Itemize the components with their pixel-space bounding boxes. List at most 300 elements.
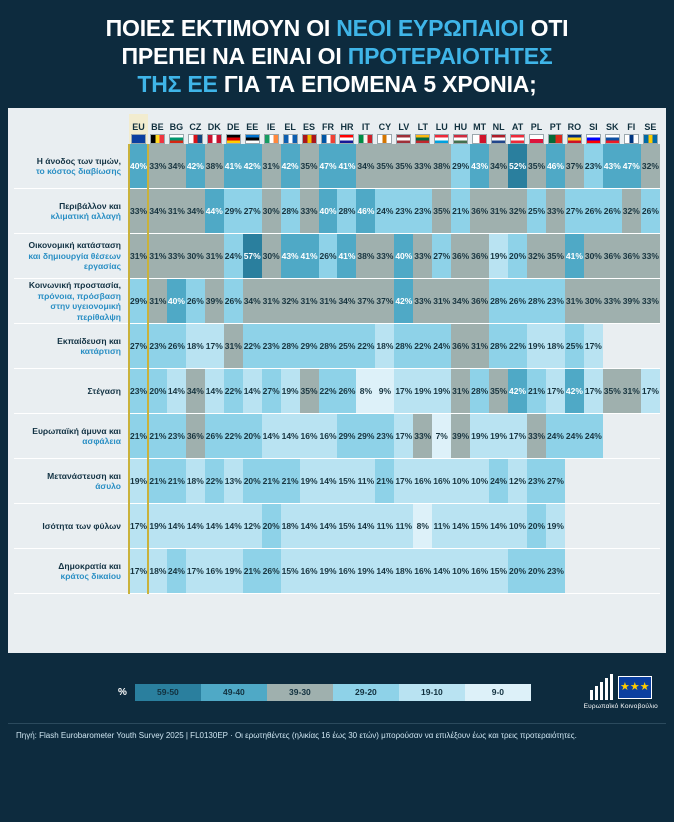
heatmap-cell-nl-5: 28% [489, 324, 508, 369]
heatmap-cell-it-6: 8% [356, 369, 375, 414]
heatmap-cell-eu-9: 17% [129, 504, 148, 549]
row-label-6 [14, 369, 129, 414]
heatmap-cell-dk-9: 14% [205, 504, 224, 549]
heatmap-cell-sk-7 [603, 414, 622, 459]
heatmap-cell-pl-4: 28% [527, 279, 546, 324]
heatmap-cell-nl-2: 31% [489, 189, 508, 234]
heatmap-cell-hr-5: 25% [337, 324, 356, 369]
ep-logo-mark [584, 674, 658, 700]
legend [8, 663, 666, 721]
flag-icon-nl [491, 134, 506, 144]
heatmap-cell-pt-10: 23% [546, 549, 565, 594]
heatmap-cell-ie-7: 14% [262, 414, 281, 459]
heatmap-cell-fi-9 [622, 504, 641, 549]
heatmap-cell-lu-9: 11% [432, 504, 451, 549]
heatmap-cell-lu-7: 7% [432, 414, 451, 459]
heatmap-cell-fr-2: 40% [319, 189, 338, 234]
heatmap-cell-lv-4: 42% [394, 279, 413, 324]
legend-swatch-29-20: 29-20 [333, 684, 399, 701]
row-label-line: εργασίας [83, 261, 121, 272]
column-header-nl [489, 114, 508, 144]
row-label-line: στην υγειονομική [50, 301, 121, 312]
heatmap-cell-hu-5: 36% [451, 324, 470, 369]
column-code-ee: EE [246, 122, 259, 133]
heatmap-cell-ro-9 [565, 504, 584, 549]
heatmap-cell-pt-3: 35% [546, 234, 565, 279]
column-code-dk: DK [207, 122, 221, 133]
flag-icon-el [283, 134, 298, 144]
column-header-cy [375, 114, 394, 144]
heatmap-cell-be-5: 23% [148, 324, 167, 369]
flag-icon-it [358, 134, 373, 144]
heatmap-cell-mt-10: 16% [470, 549, 489, 594]
heatmap-cell-fi-7 [622, 414, 641, 459]
heatmap-table [14, 114, 660, 594]
heatmap-cell-be-7: 21% [148, 414, 167, 459]
heatmap-cell-pl-9: 20% [527, 504, 546, 549]
heatmap-cell-at-2: 32% [508, 189, 527, 234]
heatmap-cell-lu-2: 35% [432, 189, 451, 234]
heatmap-cell-dk-4: 39% [205, 279, 224, 324]
legend-unit-label: % [118, 686, 127, 698]
heatmap-cell-it-7: 29% [356, 414, 375, 459]
heatmap-cell-dk-2: 44% [205, 189, 224, 234]
heatmap-row [14, 369, 660, 414]
legend-swatch-9-0: 9-0 [465, 684, 531, 701]
heatmap-cell-dk-7: 26% [205, 414, 224, 459]
legend-swatch-19-10: 19-10 [399, 684, 465, 701]
heatmap-cell-ee-1: 42% [243, 144, 262, 189]
heatmap-cell-pl-2: 25% [527, 189, 546, 234]
column-code-lv: LV [398, 122, 410, 133]
heatmap-cell-be-2: 34% [148, 189, 167, 234]
heatmap-cell-de-3: 24% [224, 234, 243, 279]
row-label-3 [14, 234, 129, 279]
column-header-fr [319, 114, 338, 144]
heatmap-cell-el-5: 28% [281, 324, 300, 369]
row-label-line: Στέγαση [87, 385, 121, 396]
heatmap-cell-nl-8: 24% [489, 459, 508, 504]
heatmap-cell-ro-6: 42% [565, 369, 584, 414]
column-header-de [224, 114, 243, 144]
heatmap-row [14, 504, 660, 549]
legend-swatch-59-50: 59-50 [135, 684, 201, 701]
heatmap-cell-lt-5: 22% [413, 324, 432, 369]
heatmap-cell-hr-3: 41% [337, 234, 356, 279]
heatmap-cell-cz-2: 34% [186, 189, 205, 234]
heatmap-cell-at-10: 20% [508, 549, 527, 594]
heatmap-cell-at-8: 12% [508, 459, 527, 504]
heatmap-cell-el-7: 14% [281, 414, 300, 459]
heatmap-cell-cz-10: 17% [186, 549, 205, 594]
heatmap-cell-mt-2: 36% [470, 189, 489, 234]
heatmap-cell-nl-9: 14% [489, 504, 508, 549]
heatmap-cell-el-10: 15% [281, 549, 300, 594]
heatmap-cell-mt-1: 43% [470, 144, 489, 189]
heatmap-cell-bg-8: 21% [167, 459, 186, 504]
row-label-line: περίθαλψη [76, 311, 121, 322]
heatmap-row [14, 279, 660, 324]
column-code-cy: CY [378, 122, 392, 133]
heatmap-cell-lv-10: 18% [394, 549, 413, 594]
column-code-de: DE [226, 122, 240, 133]
title-line3-part2: ΓΙΑ ΤΑ ΕΠΟΜΕΝΑ 5 ΧΡΟΝΙΑ; [217, 71, 537, 98]
column-header-it [356, 114, 375, 144]
heatmap-cell-eu-5: 27% [129, 324, 148, 369]
heatmap-cell-lv-8: 17% [394, 459, 413, 504]
heatmap-cell-si-4: 30% [584, 279, 603, 324]
row-label-4 [14, 279, 129, 324]
heatmap-cell-el-8: 21% [281, 459, 300, 504]
heatmap-cell-cy-2: 24% [375, 189, 394, 234]
heatmap-cell-es-3: 41% [300, 234, 319, 279]
heatmap-cell-mt-7: 19% [470, 414, 489, 459]
column-header-lt [413, 114, 432, 144]
heatmap-cell-at-9: 10% [508, 504, 527, 549]
column-code-eu: EU [132, 122, 145, 133]
heatmap-cell-hu-1: 29% [451, 144, 470, 189]
page-title [0, 0, 674, 108]
row-label-10 [14, 549, 129, 594]
heatmap-cell-si-10 [584, 549, 603, 594]
heatmap-cell-cz-7: 36% [186, 414, 205, 459]
heatmap-cell-ro-8 [565, 459, 584, 504]
heatmap-cell-ie-8: 21% [262, 459, 281, 504]
row-label-9 [14, 504, 129, 549]
column-header-sk [603, 114, 622, 144]
flag-icon-es [302, 134, 317, 144]
column-code-fr: FR [322, 122, 334, 133]
column-code-fi: FI [627, 122, 636, 133]
heatmap-cell-pl-3: 32% [527, 234, 546, 279]
title-line1-part1: ΠΟΙΕΣ ΕΚΤΙΜΟΥΝ ΟΙ [105, 15, 337, 41]
heatmap-cell-fr-4: 31% [319, 279, 338, 324]
heatmap-cell-lt-9: 8% [413, 504, 432, 549]
column-header-pt [546, 114, 565, 144]
flag-icon-bg [169, 134, 184, 144]
column-code-hu: HU [454, 122, 468, 133]
heatmap-cell-sk-8 [603, 459, 622, 504]
flag-icon-dk [207, 134, 222, 144]
heatmap-cell-es-6: 35% [300, 369, 319, 414]
heatmap-cell-eu-8: 19% [129, 459, 148, 504]
heatmap-cell-fr-3: 26% [319, 234, 338, 279]
title-line2-highlight: ΠΡΟΤΕΡΑΙΟΤΗΤΕΣ [347, 43, 553, 70]
flag-icon-mt [472, 134, 487, 144]
column-header-hu [451, 114, 470, 144]
heatmap-cell-fi-6: 31% [622, 369, 641, 414]
heatmap-cell-cy-3: 33% [375, 234, 394, 279]
heatmap-cell-be-3: 31% [148, 234, 167, 279]
heatmap-cell-fi-5 [622, 324, 641, 369]
row-label-line: και δημιουργία θέσεων [28, 250, 121, 261]
heatmap-cell-cy-6: 9% [375, 369, 394, 414]
column-code-sk: SK [606, 122, 619, 133]
row-label-7 [14, 414, 129, 459]
flag-icon-ie [264, 134, 279, 144]
heatmap-cell-de-1: 41% [224, 144, 243, 189]
heatmap-body [14, 144, 660, 594]
heatmap-cell-bg-4: 40% [167, 279, 186, 324]
heatmap-cell-ro-7: 24% [565, 414, 584, 459]
row-label-line: κράτος δικαίου [60, 571, 121, 582]
heatmap-cell-lu-5: 24% [432, 324, 451, 369]
heatmap-cell-cz-1: 42% [186, 144, 205, 189]
heatmap-cell-lu-6: 19% [432, 369, 451, 414]
column-header-fi [622, 114, 641, 144]
heatmap-cell-bg-3: 33% [167, 234, 186, 279]
heatmap-cell-pl-6: 21% [527, 369, 546, 414]
heatmap-cell-sk-4: 33% [603, 279, 622, 324]
flag-icon-fr [321, 134, 336, 144]
row-label-line: άσυλο [95, 481, 121, 492]
heatmap-cell-nl-10: 15% [489, 549, 508, 594]
heatmap-cell-it-3: 38% [356, 234, 375, 279]
heatmap-cell-hu-8: 10% [451, 459, 470, 504]
heatmap-cell-be-6: 20% [148, 369, 167, 414]
heatmap-cell-fr-6: 22% [319, 369, 338, 414]
heatmap-cell-lt-7: 33% [413, 414, 432, 459]
heatmap-cell-es-5: 29% [300, 324, 319, 369]
heatmap-cell-si-6: 17% [584, 369, 603, 414]
heatmap-cell-es-1: 35% [300, 144, 319, 189]
source-note: Πηγή: Flash Eurobarometer Youth Survey 2025 | FL0130EP · Οι ερωτηθέντες (ηλικίας 16 έως 30 ετών) μπορούσαν να επιλέξουν έως και τρεις προτεραιότητες. [16, 731, 577, 741]
heatmap-cell-lv-9: 11% [394, 504, 413, 549]
row-label-2 [14, 189, 129, 234]
column-header-hr [337, 114, 356, 144]
flag-icon-be [150, 134, 165, 144]
heatmap-cell-de-8: 13% [224, 459, 243, 504]
heatmap-cell-bg-1: 34% [167, 144, 186, 189]
flag-icon-lu [434, 134, 449, 144]
heatmap-cell-se-2: 26% [641, 189, 660, 234]
heatmap-cell-dk-8: 22% [205, 459, 224, 504]
heatmap-cell-ie-6: 27% [262, 369, 281, 414]
heatmap-cell-bg-7: 23% [167, 414, 186, 459]
heatmap-cell-ro-3: 41% [565, 234, 584, 279]
heatmap-cell-si-7: 24% [584, 414, 603, 459]
heatmap-cell-el-4: 32% [281, 279, 300, 324]
column-code-si: SI [589, 122, 598, 133]
heatmap-cell-it-10: 19% [356, 549, 375, 594]
heatmap-cell-eu-2: 33% [129, 189, 148, 234]
heatmap-cell-cy-7: 23% [375, 414, 394, 459]
heatmap-cell-hu-2: 21% [451, 189, 470, 234]
heatmap-cell-it-8: 11% [356, 459, 375, 504]
heatmap-cell-at-7: 17% [508, 414, 527, 459]
heatmap-cell-eu-7: 21% [129, 414, 148, 459]
column-code-be: BE [151, 122, 164, 133]
row-label-line: Δημοκρατία και [58, 560, 121, 571]
heatmap-cell-mt-3: 36% [470, 234, 489, 279]
heatmap-cell-es-7: 16% [300, 414, 319, 459]
heatmap-cell-it-1: 34% [356, 144, 375, 189]
heatmap-row [14, 144, 660, 189]
heatmap-cell-be-8: 21% [148, 459, 167, 504]
heatmap-cell-it-2: 46% [356, 189, 375, 234]
heatmap-cell-fi-8 [622, 459, 641, 504]
heatmap-cell-pt-2: 33% [546, 189, 565, 234]
heatmap-cell-hu-4: 34% [451, 279, 470, 324]
flag-icon-hu [453, 134, 468, 144]
flag-icon-lt [415, 134, 430, 144]
heatmap-cell-si-5: 17% [584, 324, 603, 369]
heatmap-cell-ie-9: 20% [262, 504, 281, 549]
heatmap-cell-ie-5: 23% [262, 324, 281, 369]
column-code-mt: MT [473, 122, 487, 133]
row-label-line: κατάρτιση [80, 346, 121, 357]
heatmap-cell-ie-10: 26% [262, 549, 281, 594]
heatmap-cell-lt-8: 16% [413, 459, 432, 504]
heatmap-cell-lu-3: 27% [432, 234, 451, 279]
column-code-hr: HR [340, 122, 354, 133]
heatmap-cell-hu-3: 36% [451, 234, 470, 279]
heatmap-cell-cz-6: 34% [186, 369, 205, 414]
row-label-5 [14, 324, 129, 369]
heatmap-cell-nl-3: 19% [489, 234, 508, 279]
heatmap-cell-fi-10 [622, 549, 641, 594]
heatmap-cell-hr-6: 26% [337, 369, 356, 414]
row-label-line: Περιβάλλον και [59, 200, 121, 211]
flag-icon-pl [529, 134, 544, 144]
heatmap-cell-bg-5: 26% [167, 324, 186, 369]
heatmap-cell-hr-10: 16% [337, 549, 356, 594]
column-header-pl [527, 114, 546, 144]
heatmap-cell-dk-10: 16% [205, 549, 224, 594]
flag-icon-hr [339, 134, 354, 144]
column-code-cz: CZ [189, 122, 202, 133]
heatmap-cell-se-1: 32% [641, 144, 660, 189]
heatmap-cell-cz-3: 30% [186, 234, 205, 279]
row-label-1 [14, 144, 129, 189]
column-header-lv [394, 114, 413, 144]
heatmap-cell-cy-10: 14% [375, 549, 394, 594]
column-header-row [14, 114, 660, 144]
heatmap-cell-se-4: 33% [641, 279, 660, 324]
heatmap-cell-lv-1: 35% [394, 144, 413, 189]
flag-icon-lv [396, 134, 411, 144]
heatmap-cell-ee-3: 57% [243, 234, 262, 279]
heatmap-cell-be-10: 18% [148, 549, 167, 594]
heatmap-cell-hr-7: 29% [337, 414, 356, 459]
heatmap-cell-cy-1: 35% [375, 144, 394, 189]
heatmap-cell-ro-2: 27% [565, 189, 584, 234]
heatmap-cell-mt-4: 36% [470, 279, 489, 324]
heatmap-cell-be-1: 33% [148, 144, 167, 189]
column-header-dk [205, 114, 224, 144]
flag-icon-pt [548, 134, 563, 144]
heatmap-cell-fr-8: 14% [319, 459, 338, 504]
heatmap-cell-lu-4: 31% [432, 279, 451, 324]
heatmap-cell-sk-10 [603, 549, 622, 594]
column-header-ie [262, 114, 281, 144]
heatmap-cell-mt-9: 15% [470, 504, 489, 549]
row-label-line: Εκπαίδευση και [57, 335, 121, 346]
heatmap-cell-mt-8: 10% [470, 459, 489, 504]
column-code-bg: BG [169, 122, 184, 133]
heatmap-cell-sk-2: 26% [603, 189, 622, 234]
heatmap-cell-eu-6: 23% [129, 369, 148, 414]
flag-icon-fi [624, 134, 639, 144]
heatmap-cell-eu-1: 40% [129, 144, 148, 189]
title-line1-highlight: ΝΕΟΙ ΕΥΡΩΠΑΙΟΙ [336, 15, 525, 41]
heatmap-cell-ee-4: 34% [243, 279, 262, 324]
heatmap-cell-pl-7: 33% [527, 414, 546, 459]
heatmap-cell-fi-2: 32% [622, 189, 641, 234]
heatmap-cell-nl-6: 35% [489, 369, 508, 414]
heatmap-cell-es-8: 19% [300, 459, 319, 504]
flag-icon-eu [131, 134, 146, 144]
heatmap-cell-dk-6: 14% [205, 369, 224, 414]
heatmap-cell-cy-8: 21% [375, 459, 394, 504]
heatmap-cell-ro-5: 25% [565, 324, 584, 369]
ep-logo [584, 674, 658, 710]
heatmap-cell-cz-8: 18% [186, 459, 205, 504]
heatmap-cell-hu-10: 10% [451, 549, 470, 594]
heatmap-cell-hr-9: 15% [337, 504, 356, 549]
eu-flag-icon [618, 676, 652, 699]
heatmap-row [14, 234, 660, 279]
column-code-pt: PT [549, 122, 562, 133]
flag-icon-ee [245, 134, 260, 144]
legend-swatch-39-30: 39-30 [267, 684, 333, 701]
corner-cell [14, 114, 129, 144]
heatmap-cell-ee-7: 20% [243, 414, 262, 459]
heatmap-cell-de-10: 19% [224, 549, 243, 594]
heatmap-cell-hu-7: 39% [451, 414, 470, 459]
heatmap-cell-cz-9: 14% [186, 504, 205, 549]
column-header-es [300, 114, 319, 144]
heatmap-cell-lv-7: 17% [394, 414, 413, 459]
heatmap-cell-ie-2: 30% [262, 189, 281, 234]
heatmap-cell-el-2: 28% [281, 189, 300, 234]
heatmap-cell-eu-10: 17% [129, 549, 148, 594]
heatmap-cell-lt-2: 23% [413, 189, 432, 234]
flag-icon-cz [188, 134, 203, 144]
flag-icon-ro [567, 134, 582, 144]
row-label-line: Η άνοδος των τιμών, [36, 155, 121, 166]
column-header-mt [470, 114, 489, 144]
heatmap-cell-lt-10: 16% [413, 549, 432, 594]
ep-logo-bars-icon [590, 674, 613, 700]
column-code-ro: RO [567, 122, 582, 133]
heatmap-cell-se-5 [641, 324, 660, 369]
eu-stars-icon: ★★★ [620, 680, 650, 693]
heatmap-cell-pt-7: 24% [546, 414, 565, 459]
heatmap-cell-dk-1: 38% [205, 144, 224, 189]
heatmap-cell-ee-10: 21% [243, 549, 262, 594]
column-header-at [508, 114, 527, 144]
row-label-line: Κοινωνική προστασία, [28, 279, 121, 290]
heatmap-cell-es-2: 33% [300, 189, 319, 234]
heatmap-cell-si-8 [584, 459, 603, 504]
column-code-se: SE [644, 122, 657, 133]
heatmap-cell-lv-5: 28% [394, 324, 413, 369]
heatmap-cell-pl-10: 20% [527, 549, 546, 594]
heatmap-cell-fi-3: 36% [622, 234, 641, 279]
heatmap-row [14, 549, 660, 594]
legend-swatches [135, 684, 531, 701]
heatmap-cell-hr-4: 34% [337, 279, 356, 324]
heatmap-cell-dk-5: 17% [205, 324, 224, 369]
heatmap-cell-ee-5: 22% [243, 324, 262, 369]
row-label-line: ασφάλεια [82, 436, 121, 447]
heatmap-cell-lv-2: 23% [394, 189, 413, 234]
row-label-line: πρόνοια, πρόσβαση [37, 290, 121, 301]
row-label-line: Ισότητα των φύλων [42, 520, 121, 531]
heatmap-cell-sk-9 [603, 504, 622, 549]
heatmap-cell-fi-4: 39% [622, 279, 641, 324]
